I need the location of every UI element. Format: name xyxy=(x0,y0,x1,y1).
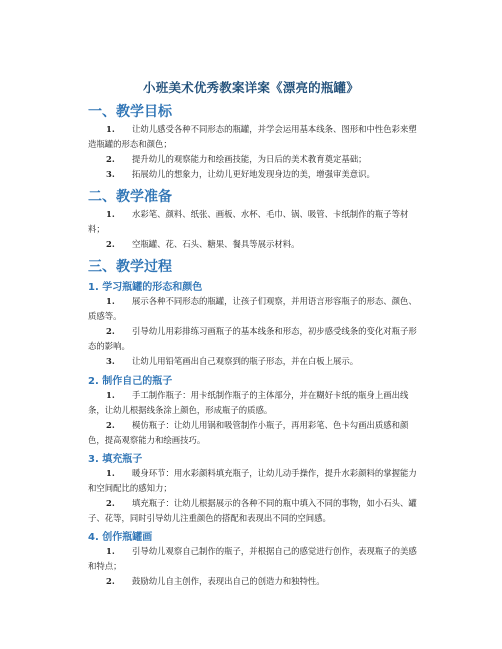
item-text: 展示各种不同形态的瓶罐，让孩子们观察，并用语言形容瓶子的形态、颜色、质感等。 xyxy=(88,296,417,321)
item-text: 水彩笔、颜料、纸张、画板、水杯、毛巾、锅、吸管、卡纸制作的瓶子等材料； xyxy=(88,209,409,234)
section-heading-process: 三、教学过程 xyxy=(88,259,172,275)
list-item xyxy=(88,152,418,167)
item-text: 让幼儿感受各种不同形态的瓶罐，并学会运用基本线条、图形和中性色彩来塑造瓶罐的形态和颜色； xyxy=(88,124,417,149)
item-text: 让幼儿用铅笔画出自己观察到的瓶子形态，并在白板上展示。 xyxy=(132,356,359,366)
item-text: 暖身环节：用水彩颜料填充瓶子，让幼儿动手操作，提升水彩颜料的掌握能力和空间配比的感知力； xyxy=(88,468,417,493)
item-text: 填充瓶子：让幼儿根据展示的各种不同的瓶中填入不同的事物，如小石头、罐子、花等，同时引导幼儿注重颜色的搭配和表现出不同的空间感。 xyxy=(88,498,417,523)
list-item xyxy=(88,122,418,152)
list-item xyxy=(88,496,418,526)
item-number: 1. xyxy=(106,546,115,556)
list-item xyxy=(88,237,418,252)
item-text: 鼓励幼儿自主创作，表现出自己的创造力和独特性。 xyxy=(132,576,325,586)
item-number: 2. xyxy=(106,326,115,336)
item-number: 1. xyxy=(106,390,115,400)
list-item xyxy=(88,207,418,237)
item-text: 拓展幼儿的想象力，让幼儿更好地发现身边的美，增强审美意识。 xyxy=(132,169,375,179)
item-text: 空瓶罐、花、石头、糖果、餐具等展示材料。 xyxy=(132,239,300,249)
list-item xyxy=(88,294,418,324)
item-number: 3. xyxy=(106,356,115,366)
item-number: 1. xyxy=(106,124,115,134)
list-item xyxy=(88,418,418,448)
item-number: 2. xyxy=(106,420,115,430)
item-number: 1. xyxy=(106,296,115,306)
list-item xyxy=(88,324,418,354)
subsection-heading: 1. 学习瓶罐的形态和颜色 xyxy=(88,282,203,293)
item-text: 手工制作瓶子：用卡纸制作瓶子的主体部分，并在糊好卡纸的瓶身上画出线条，让幼儿根据线条涂上颜色，形成瓶子的质感。 xyxy=(88,390,409,415)
list-item xyxy=(88,466,418,496)
list-item xyxy=(88,388,418,418)
section-heading-preparation: 二、教学准备 xyxy=(88,189,172,205)
item-number: 2. xyxy=(106,576,115,586)
item-number: 1. xyxy=(106,468,115,478)
section-heading-goals: 一、教学目标 xyxy=(88,104,172,120)
item-text: 提升幼儿的观察能力和绘画技能，为日后的美术教育奠定基础； xyxy=(132,154,367,164)
item-text: 引导幼儿观察自己制作的瓶子，并根据自己的感觉进行创作，表现瓶子的美感和特点； xyxy=(88,546,417,571)
subsection-heading: 2. 制作自己的瓶子 xyxy=(88,376,173,387)
subsection-heading: 3. 填充瓶子 xyxy=(88,454,143,465)
list-item xyxy=(88,574,418,589)
subsection-heading: 4. 创作瓶罐画 xyxy=(88,532,153,543)
item-number: 2. xyxy=(106,498,115,508)
item-number: 2. xyxy=(106,154,115,164)
item-text: 模仿瓶子：让幼儿用锅和吸管制作小瓶子，再用彩笔、色卡勾画出质感和颜色，提高观察能力和绘画技巧。 xyxy=(88,420,409,445)
document-title: 小班美术优秀教案详案《漂亮的瓶罐》 xyxy=(143,80,359,95)
item-number: 1. xyxy=(106,209,115,219)
list-item xyxy=(88,544,418,574)
list-item xyxy=(88,167,418,182)
item-number: 2. xyxy=(106,239,115,249)
item-text: 引导幼儿用彩排练习画瓶子的基本线条和形态，初步感受线条的变化对瓶子形态的影响。 xyxy=(88,326,417,351)
list-item xyxy=(88,354,418,369)
item-number: 3. xyxy=(106,169,115,179)
